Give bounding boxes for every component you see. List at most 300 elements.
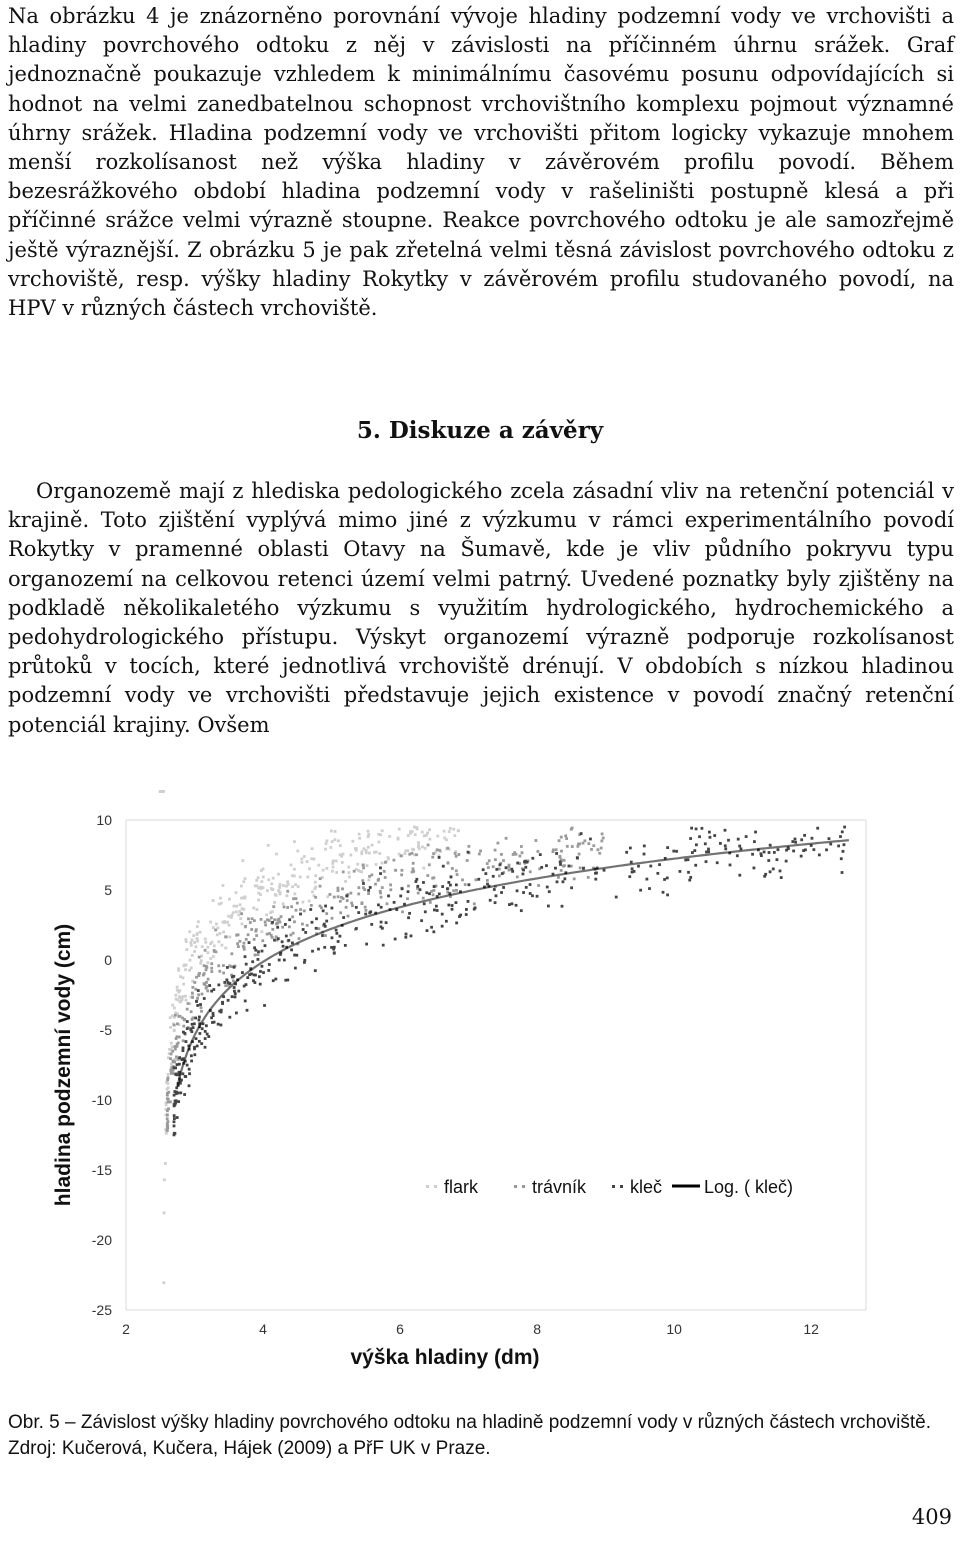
scatter-point bbox=[587, 876, 590, 879]
scatter-point bbox=[213, 1021, 216, 1024]
scatter-point bbox=[478, 853, 481, 856]
scatter-point bbox=[192, 1026, 195, 1029]
scatter-point bbox=[299, 908, 302, 911]
scatter-point bbox=[184, 1075, 187, 1078]
scatter-point bbox=[175, 998, 178, 1001]
scatter-point bbox=[432, 893, 435, 896]
scatter-point bbox=[243, 942, 246, 945]
scatter-point bbox=[361, 901, 364, 904]
figure-5-scatter-chart bbox=[30, 790, 870, 1380]
scatter-point bbox=[356, 863, 359, 866]
scatter-point bbox=[344, 880, 347, 883]
scatter-point bbox=[843, 843, 846, 846]
scatter-point bbox=[258, 975, 261, 978]
scatter-point bbox=[257, 950, 260, 953]
scatter-point bbox=[422, 867, 425, 870]
scatter-point bbox=[631, 871, 634, 874]
scatter-point bbox=[175, 1086, 178, 1089]
scatter-point bbox=[441, 885, 444, 888]
scatter-point bbox=[196, 932, 199, 935]
scatter-point bbox=[389, 888, 392, 891]
scatter-point bbox=[271, 921, 274, 924]
scatter-point bbox=[197, 993, 200, 996]
scatter-point bbox=[379, 867, 382, 870]
scatter-point bbox=[304, 931, 307, 934]
scatter-point bbox=[174, 1045, 177, 1048]
scatter-point bbox=[325, 842, 328, 845]
scatter-point bbox=[423, 902, 426, 905]
scatter-point bbox=[384, 876, 387, 879]
legend-label: kleč bbox=[630, 1177, 663, 1197]
scatter-point bbox=[220, 1009, 223, 1012]
scatter-point bbox=[164, 1162, 167, 1165]
scatter-point bbox=[200, 1006, 203, 1009]
scatter-point bbox=[314, 969, 317, 972]
x-tick-label: 4 bbox=[259, 1321, 267, 1337]
scatter-point bbox=[335, 871, 338, 874]
x-tick-label: 10 bbox=[666, 1321, 682, 1337]
scatter-point bbox=[272, 877, 275, 880]
scatter-point bbox=[203, 997, 206, 1000]
scatter-point bbox=[178, 1056, 181, 1059]
scatter-point bbox=[452, 828, 455, 831]
scatter-point bbox=[753, 840, 756, 843]
scatter-point bbox=[180, 1079, 183, 1082]
scatter-point bbox=[562, 865, 565, 868]
scatter-point bbox=[303, 855, 306, 858]
scatter-point bbox=[477, 878, 480, 881]
scatter-point bbox=[367, 879, 370, 882]
scatter-point bbox=[499, 863, 502, 866]
scatter-point bbox=[299, 913, 302, 916]
scatter-point bbox=[689, 876, 692, 879]
scatter-point bbox=[287, 939, 290, 942]
scatter-point bbox=[254, 884, 257, 887]
scatter-point bbox=[571, 845, 574, 848]
scatter-point bbox=[691, 851, 694, 854]
scatter-point bbox=[367, 846, 370, 849]
scatter-point bbox=[811, 837, 814, 840]
scatter-point bbox=[289, 934, 292, 937]
scatter-point bbox=[206, 1033, 209, 1036]
scatter-point bbox=[412, 848, 415, 851]
scatter-point bbox=[403, 852, 406, 855]
scatter-point bbox=[709, 836, 712, 839]
y-tick-label: -20 bbox=[91, 1232, 112, 1248]
scatter-point bbox=[236, 942, 239, 945]
scatter-point bbox=[198, 1019, 201, 1022]
scatter-point bbox=[566, 845, 569, 848]
scatter-point bbox=[279, 883, 282, 886]
scatter-point bbox=[253, 946, 256, 949]
scatter-point bbox=[166, 1117, 169, 1120]
scatter-point bbox=[451, 904, 454, 907]
scatter-point bbox=[498, 868, 501, 871]
scatter-point bbox=[639, 889, 642, 892]
scatter-point bbox=[841, 830, 844, 833]
scatter-point bbox=[379, 872, 382, 875]
scatter-point bbox=[379, 890, 382, 893]
scatter-point bbox=[333, 952, 336, 955]
scatter-point bbox=[839, 835, 842, 838]
legend-label: flark bbox=[444, 1177, 479, 1197]
scatter-point bbox=[562, 880, 565, 883]
scatter-point bbox=[264, 921, 267, 924]
scatter-point bbox=[296, 850, 299, 853]
scatter-point bbox=[342, 871, 345, 874]
scatter-point bbox=[417, 845, 420, 848]
scatter-point bbox=[331, 917, 334, 920]
y-tick-label: -15 bbox=[91, 1162, 112, 1178]
scatter-point bbox=[625, 851, 628, 854]
scatter-point bbox=[537, 884, 540, 887]
scatter-point bbox=[518, 855, 521, 858]
scatter-point bbox=[222, 931, 225, 934]
scatter-point bbox=[322, 869, 325, 872]
scatter-point bbox=[314, 896, 317, 899]
scatter-point bbox=[794, 838, 797, 841]
scatter-point bbox=[175, 1092, 178, 1095]
scatter-point bbox=[270, 916, 273, 919]
scatter-point bbox=[448, 830, 451, 833]
scatter-point bbox=[278, 918, 281, 921]
scatter-point bbox=[648, 887, 651, 890]
scatter-point bbox=[494, 849, 497, 852]
scatter-point bbox=[454, 852, 457, 855]
scatter-point bbox=[173, 1029, 176, 1032]
scatter-point bbox=[464, 883, 467, 886]
x-tick-label: 8 bbox=[533, 1321, 542, 1337]
scatter-point bbox=[417, 841, 420, 844]
scatter-point bbox=[773, 851, 776, 854]
scatter-point bbox=[447, 904, 450, 907]
scatter-point bbox=[217, 983, 220, 986]
scatter-point bbox=[165, 1132, 168, 1135]
scatter-point bbox=[178, 1063, 181, 1066]
scatter-point bbox=[171, 1050, 174, 1053]
scatter-point bbox=[323, 946, 326, 949]
scatter-point bbox=[223, 981, 226, 984]
scatter-point bbox=[415, 853, 418, 856]
legend-marker bbox=[426, 1185, 429, 1188]
scatter-point bbox=[230, 952, 233, 955]
scatter-point bbox=[239, 917, 242, 920]
scatter-point bbox=[174, 1048, 177, 1051]
scatter-point bbox=[800, 855, 803, 858]
scatter-point bbox=[398, 828, 401, 831]
scatter-point bbox=[420, 919, 423, 922]
scatter-point bbox=[241, 971, 244, 974]
scatter-point bbox=[288, 925, 291, 928]
scatter-point bbox=[162, 1281, 165, 1284]
scatter-point bbox=[212, 926, 215, 929]
scatter-point bbox=[224, 984, 227, 987]
scatter-point bbox=[357, 911, 360, 914]
scatter-point bbox=[777, 848, 780, 851]
legend-marker bbox=[612, 1185, 615, 1188]
scatter-point bbox=[271, 928, 274, 931]
scatter-point bbox=[214, 929, 217, 932]
scatter-point bbox=[358, 837, 361, 840]
scatter-point bbox=[529, 883, 532, 886]
scatter-point bbox=[816, 827, 819, 830]
scatter-point bbox=[197, 920, 200, 923]
scatter-point bbox=[381, 862, 384, 865]
scatter-point bbox=[558, 855, 561, 858]
legend-marker bbox=[522, 1185, 525, 1188]
scatter-point bbox=[436, 909, 439, 912]
scatter-point bbox=[339, 935, 342, 938]
scatter-point bbox=[187, 1002, 190, 1005]
scatter-point bbox=[196, 1045, 199, 1048]
scatter-point bbox=[424, 910, 427, 913]
scatter-point bbox=[256, 908, 259, 911]
scatter-point bbox=[293, 868, 296, 871]
scatter-point bbox=[341, 887, 344, 890]
scatter-point bbox=[505, 837, 508, 840]
scatter-point bbox=[760, 854, 763, 857]
scatter-point bbox=[331, 936, 334, 939]
scatter-point bbox=[405, 933, 408, 936]
scatter-point bbox=[174, 1067, 177, 1070]
scatter-point bbox=[296, 902, 299, 905]
scatter-point bbox=[234, 996, 237, 999]
scatter-point bbox=[362, 886, 365, 889]
scatter-point bbox=[286, 890, 289, 893]
scatter-point bbox=[203, 972, 206, 975]
scatter-point bbox=[600, 847, 603, 850]
scatter-point bbox=[314, 881, 317, 884]
scatter-point bbox=[212, 899, 215, 902]
scatter-point bbox=[415, 880, 418, 883]
x-axis-title: výška hladiny (dm) bbox=[350, 1346, 540, 1369]
scatter-point bbox=[166, 1082, 169, 1085]
scatter-point bbox=[239, 903, 242, 906]
scatter-point bbox=[324, 905, 327, 908]
scatter-point bbox=[235, 891, 238, 894]
scatter-point bbox=[684, 859, 687, 862]
scatter-point bbox=[230, 914, 233, 917]
scatter-point bbox=[333, 946, 336, 949]
scatter-point bbox=[455, 883, 458, 886]
scatter-point bbox=[314, 874, 317, 877]
scatter-point bbox=[716, 861, 719, 864]
scatter-point bbox=[494, 901, 497, 904]
scatter-point bbox=[234, 992, 237, 995]
scatter-point bbox=[422, 881, 425, 884]
scatter-point bbox=[447, 862, 450, 865]
scatter-point bbox=[570, 886, 573, 889]
scatter-point bbox=[357, 886, 360, 889]
scatter-point bbox=[525, 886, 528, 889]
scatter-point bbox=[515, 904, 518, 907]
scatter-point bbox=[204, 949, 207, 952]
scatter-point bbox=[337, 940, 340, 943]
scatter-point bbox=[422, 897, 425, 900]
scatter-point bbox=[560, 869, 563, 872]
scatter-point bbox=[196, 997, 199, 1000]
scatter-point bbox=[666, 877, 669, 880]
scatter-point bbox=[785, 860, 788, 863]
scatter-point bbox=[326, 839, 329, 842]
scatter-point bbox=[350, 902, 353, 905]
scatter-point bbox=[337, 839, 340, 842]
scatter-point bbox=[276, 926, 279, 929]
scatter-point bbox=[281, 940, 284, 943]
scatter-point bbox=[584, 839, 587, 842]
scatter-point bbox=[273, 918, 276, 921]
scatter-point bbox=[594, 878, 597, 881]
scatter-point bbox=[261, 939, 264, 942]
scatter-point bbox=[466, 859, 469, 862]
scatter-point bbox=[397, 838, 400, 841]
scatter-point bbox=[191, 992, 194, 995]
scatter-point bbox=[496, 842, 499, 845]
scatter-point bbox=[467, 845, 470, 848]
scatter-point bbox=[643, 853, 646, 856]
scatter-point bbox=[228, 898, 231, 901]
scatter-point bbox=[163, 1178, 166, 1181]
scatter-point bbox=[303, 959, 306, 962]
scatter-point bbox=[188, 1072, 191, 1075]
scatter-point bbox=[602, 837, 605, 840]
y-tick-label: -25 bbox=[91, 1302, 112, 1318]
scatter-point bbox=[172, 1060, 175, 1063]
scatter-point bbox=[337, 895, 340, 898]
scatter-point bbox=[324, 934, 327, 937]
scatter-point bbox=[264, 944, 267, 947]
scatter-point bbox=[334, 830, 337, 833]
scatter-point bbox=[319, 885, 322, 888]
scatter-point bbox=[407, 885, 410, 888]
scatter-point bbox=[736, 854, 739, 857]
scatter-point bbox=[367, 892, 370, 895]
scatter-point bbox=[302, 928, 305, 931]
scatter-point bbox=[233, 966, 236, 969]
scatter-point bbox=[174, 994, 177, 997]
scatter-point bbox=[178, 989, 181, 992]
scatter-point bbox=[708, 831, 711, 834]
scatter-point bbox=[767, 859, 770, 862]
scatter-point bbox=[171, 1004, 174, 1007]
scatter-point bbox=[261, 930, 264, 933]
scatter-point bbox=[325, 912, 328, 915]
scatter-point bbox=[308, 867, 311, 870]
scatter-point bbox=[441, 925, 444, 928]
scatter-point bbox=[196, 940, 199, 943]
scatter-point bbox=[347, 866, 350, 869]
scatter-point bbox=[247, 917, 250, 920]
scatter-point bbox=[351, 840, 354, 843]
scatter-point bbox=[841, 871, 844, 874]
scatter-point bbox=[190, 1030, 193, 1033]
scatter-point bbox=[705, 851, 708, 854]
scatter-point bbox=[508, 864, 511, 867]
scatter-point bbox=[662, 891, 665, 894]
scatter-point bbox=[337, 889, 340, 892]
scatter-point bbox=[278, 959, 281, 962]
scatter-point bbox=[232, 911, 235, 914]
scatter-point bbox=[416, 828, 419, 831]
scatter-point bbox=[194, 988, 197, 991]
paragraph-figure4-discussion: Na obrázku 4 je znázorněno porovnání vývoje hladiny podzemní vody ve vrchovišti a hladiny povrchového odtoku z něj v závislosti na příčinném úhrnu srážek. Graf jednoznačně poukazuje vzhledem k minimálnímu časovému posunu odpovídajících si hodnot na velmi zanedbatelnou schopnost vrchovištního komplexu pojmout významné úhrny srážek. Hladina podzemní vody ve vrchovišti přitom logicky vykazuje mnohem menší rozkolísanost než výška hladiny v závěrovém profilu povodí. Během bezesrážkového období hladina podzemní vody v rašeliništi postupně klesá a při příčinné srážce velmi výrazně stoupne. Reakce povrchového odtoku je ale samozřejmě ještě výraznější. Z obrázku 5 je pak zřetelná velmi těsná závislost povrchového odtoku z vrchoviště, resp. výšky hladiny Rokytky v závěrovém profilu studovaného povodí, na HPV v různých částech vrchoviště. bbox=[8, 4, 954, 321]
scatter-point bbox=[552, 848, 555, 851]
scatter-point bbox=[545, 864, 548, 867]
scatter-point bbox=[272, 905, 275, 908]
scatter-point bbox=[169, 1057, 172, 1060]
scatter-point bbox=[340, 855, 343, 858]
scatter-point bbox=[199, 962, 202, 965]
scatter-point bbox=[239, 940, 242, 943]
scatter-point bbox=[315, 917, 318, 920]
scatter-point bbox=[173, 1132, 176, 1135]
legend-marker bbox=[434, 1185, 437, 1188]
scatter-point bbox=[212, 955, 215, 958]
scatter-point bbox=[443, 837, 446, 840]
scatter-point bbox=[176, 1116, 179, 1119]
scatter-point bbox=[401, 869, 404, 872]
scatter-point bbox=[224, 947, 227, 950]
scatter-point bbox=[331, 907, 334, 910]
scatter-point bbox=[290, 948, 293, 951]
scatter-point bbox=[380, 906, 383, 909]
scatter-point bbox=[523, 860, 526, 863]
scatter-point bbox=[274, 978, 277, 981]
scatter-point bbox=[266, 889, 269, 892]
scatter-point bbox=[362, 882, 365, 885]
scatter-point bbox=[345, 894, 348, 897]
scatter-point bbox=[561, 905, 564, 908]
scatter-point bbox=[751, 853, 754, 856]
scatter-point bbox=[446, 887, 449, 890]
scatter-point bbox=[222, 964, 225, 967]
scatter-point bbox=[173, 1024, 176, 1027]
scatter-point bbox=[429, 838, 432, 841]
scatter-point bbox=[168, 1048, 171, 1051]
scatter-point bbox=[206, 961, 209, 964]
scatter-point bbox=[563, 877, 566, 880]
figure-caption: Obr. 5 – Závislost výšky hladiny povrchového odtoku na hladině podzemní vody v různých částech vrchoviště. Zdroj: Kučerová, Kučera, Hájek (2009) a PřF UK v Praze. bbox=[8, 1412, 932, 1459]
scatter-point bbox=[505, 866, 508, 869]
scatter-point bbox=[259, 983, 262, 986]
scatter-point bbox=[364, 913, 367, 916]
scatter-point bbox=[423, 834, 426, 837]
scatter-point bbox=[408, 912, 411, 915]
scatter-point bbox=[215, 923, 218, 926]
scatter-point bbox=[400, 873, 403, 876]
scatter-point bbox=[745, 835, 748, 838]
scatter-point bbox=[286, 979, 289, 982]
scatter-point bbox=[409, 832, 412, 835]
y-tick-label: 5 bbox=[104, 882, 112, 898]
scatter-point bbox=[451, 908, 454, 911]
scatter-point bbox=[283, 959, 286, 962]
scatter-point bbox=[281, 926, 284, 929]
scatter-point bbox=[176, 986, 179, 989]
scatter-point bbox=[253, 974, 256, 977]
scatter-point bbox=[452, 889, 455, 892]
scatter-point bbox=[615, 896, 618, 899]
scatter-point bbox=[257, 899, 260, 902]
scatter-point bbox=[500, 891, 503, 894]
scatter-point bbox=[368, 875, 371, 878]
scatter-point bbox=[206, 951, 209, 954]
scatter-point bbox=[193, 950, 196, 953]
scatter-point bbox=[429, 901, 432, 904]
scatter-point bbox=[200, 1042, 203, 1045]
scatter-point bbox=[589, 838, 592, 841]
scatter-point bbox=[290, 864, 293, 867]
